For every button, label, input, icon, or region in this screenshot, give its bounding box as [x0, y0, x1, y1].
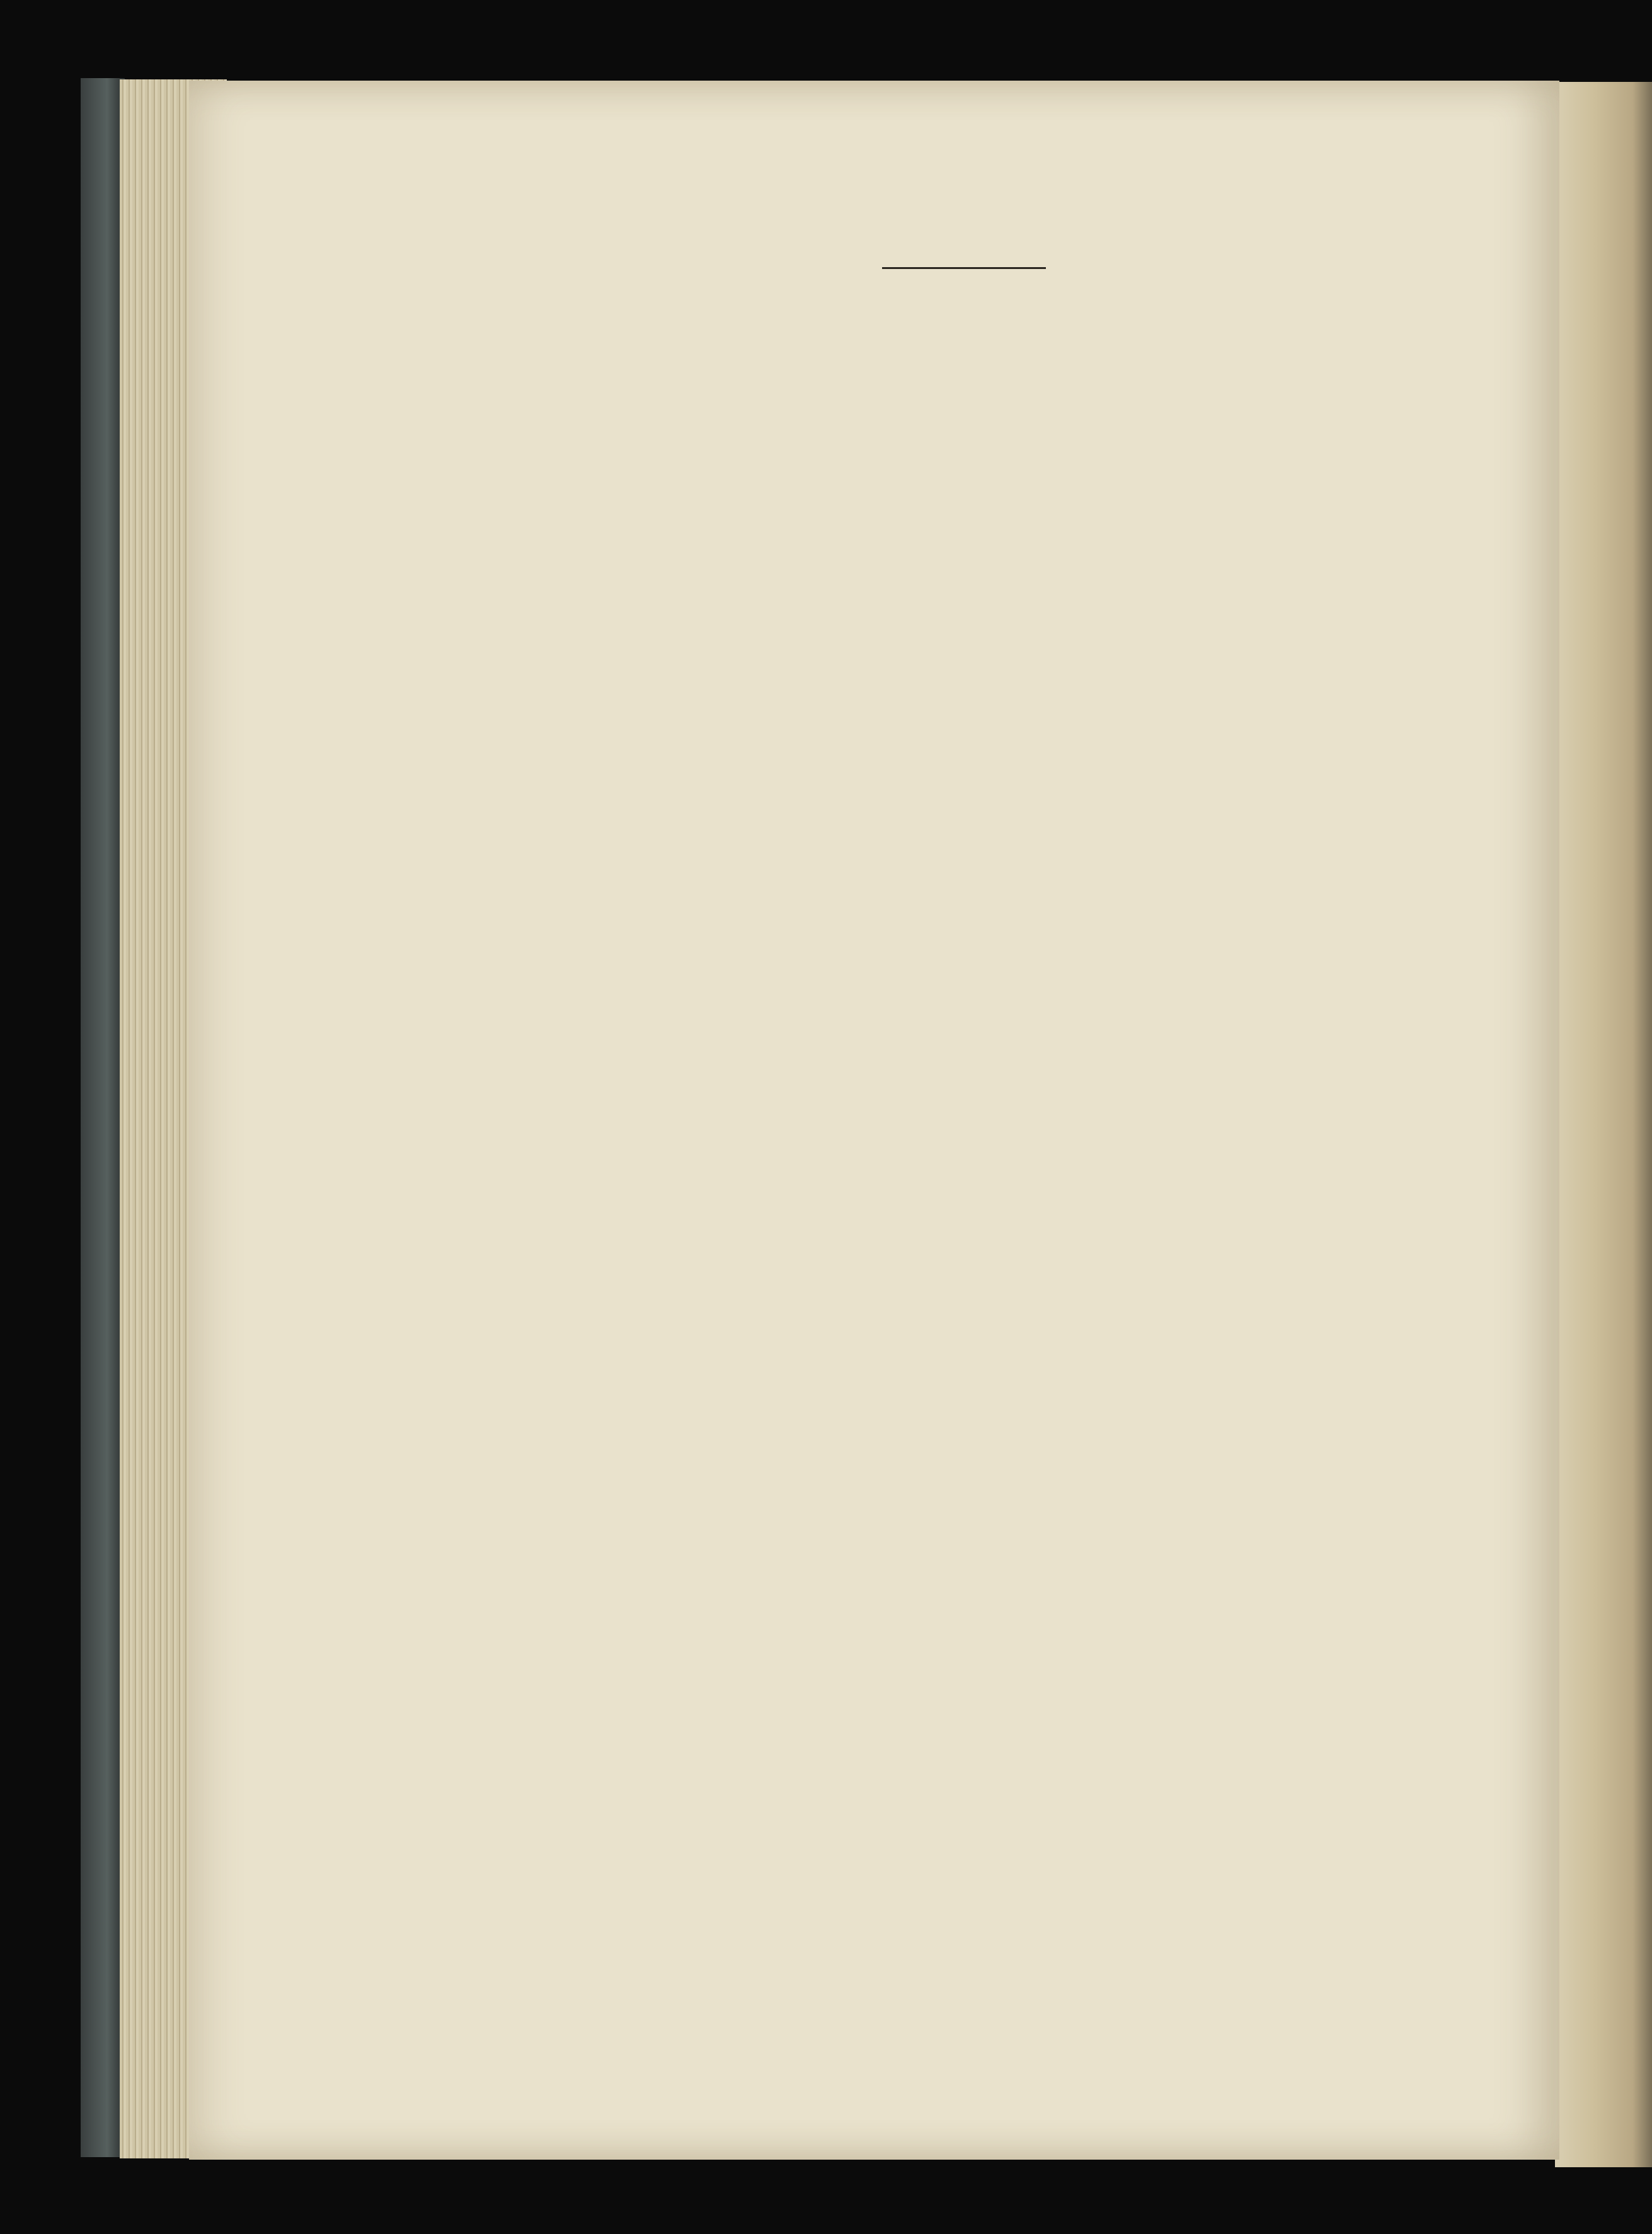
- page-number-rule: [882, 267, 1046, 269]
- facing-page-edge: [1555, 82, 1652, 2167]
- header-helped-others: [1396, 340, 1484, 617]
- header-other-estates: [1276, 340, 1364, 617]
- header-order: [520, 356, 551, 671]
- header-payment: [943, 362, 1012, 602]
- header-land: [838, 340, 901, 636]
- book-cover-edge: [81, 78, 125, 2157]
